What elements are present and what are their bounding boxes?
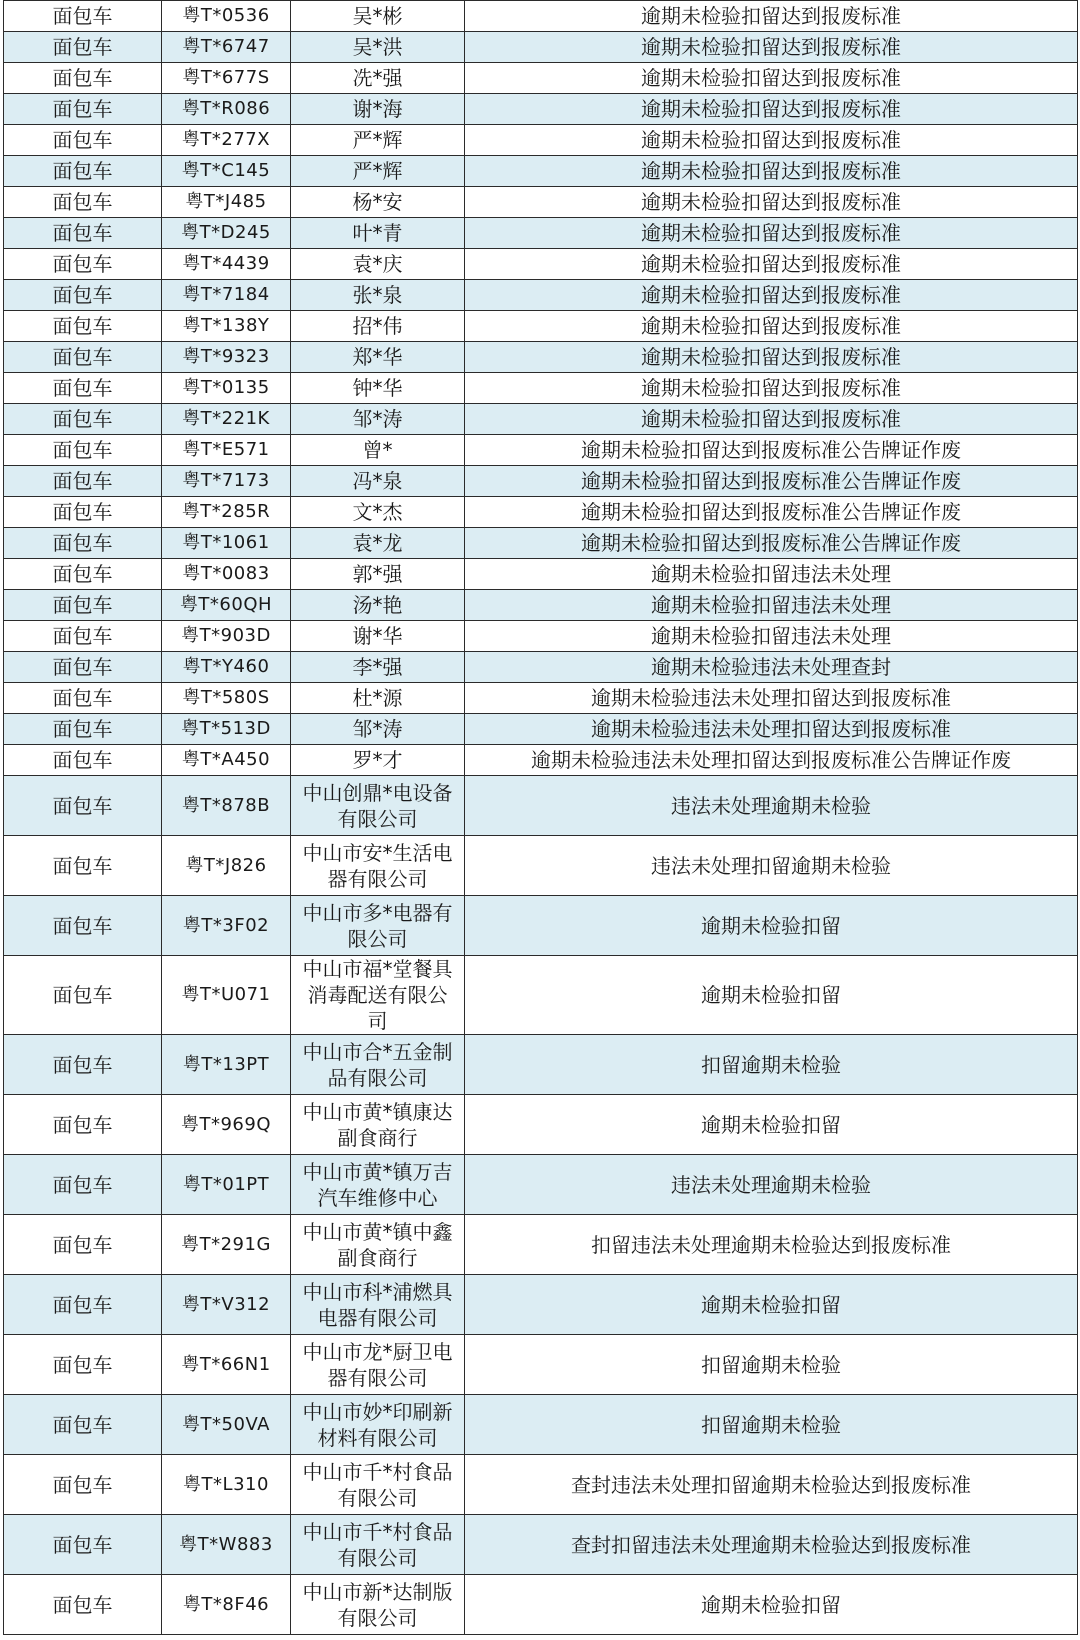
vehicle-type-cell: 面包车 — [4, 1035, 162, 1095]
owner-name-cell: 钟*华 — [291, 373, 465, 404]
table-row — [4, 652, 1078, 683]
status-cell: 违法未处理逾期未检验 — [465, 1155, 1078, 1215]
owner-name-cell: 邹*涛 — [291, 714, 465, 745]
vehicle-type-cell: 面包车 — [4, 311, 162, 342]
table-row — [4, 1455, 1078, 1515]
table-row — [4, 1395, 1078, 1455]
owner-name-cell: 中山市千*村食品有限公司 — [291, 1455, 465, 1515]
status-cell: 逾期未检验违法未处理扣留达到报废标准公告牌证作废 — [465, 745, 1078, 776]
owner-name-cell: 中山市多*电器有限公司 — [291, 896, 465, 956]
vehicle-type-cell: 面包车 — [4, 435, 162, 466]
owner-name-cell: 中山市新*达制版有限公司 — [291, 1575, 465, 1635]
status-cell: 扣留逾期未检验 — [465, 1395, 1078, 1455]
plate-number-cell: 粤T*221K — [162, 404, 291, 435]
owner-name-cell: 冼*强 — [291, 63, 465, 94]
vehicle-type-cell: 面包车 — [4, 559, 162, 590]
owner-name-cell: 郭*强 — [291, 559, 465, 590]
owner-name-cell: 邹*涛 — [291, 404, 465, 435]
plate-number-cell: 粤T*J826 — [162, 836, 291, 896]
plate-number-cell: 粤T*7184 — [162, 280, 291, 311]
status-cell: 查封扣留违法未处理逾期未检验达到报废标准 — [465, 1515, 1078, 1575]
plate-number-cell: 粤T*677S — [162, 63, 291, 94]
owner-name-cell: 冯*泉 — [291, 466, 465, 497]
owner-name-cell: 袁*庆 — [291, 249, 465, 280]
vehicle-type-cell: 面包车 — [4, 342, 162, 373]
vehicle-table — [3, 0, 1078, 1635]
status-cell: 扣留违法未处理逾期未检验达到报废标准 — [465, 1215, 1078, 1275]
table-row — [4, 956, 1078, 1035]
table-row — [4, 896, 1078, 956]
table-row — [4, 156, 1078, 187]
status-cell: 逾期未检验扣留达到报废标准公告牌证作废 — [465, 528, 1078, 559]
plate-number-cell: 粤T*9323 — [162, 342, 291, 373]
owner-name-cell: 吴*洪 — [291, 32, 465, 63]
plate-number-cell: 粤T*L310 — [162, 1455, 291, 1515]
table-row — [4, 1215, 1078, 1275]
status-cell: 逾期未检验违法未处理扣留达到报废标准 — [465, 714, 1078, 745]
owner-name-cell: 中山市千*村食品有限公司 — [291, 1515, 465, 1575]
vehicle-type-cell: 面包车 — [4, 497, 162, 528]
vehicle-type-cell: 面包车 — [4, 528, 162, 559]
status-cell: 逾期未检验扣留达到报废标准公告牌证作废 — [465, 466, 1078, 497]
status-cell: 逾期未检验扣留达到报废标准公告牌证作废 — [465, 497, 1078, 528]
plate-number-cell: 粤T*A450 — [162, 745, 291, 776]
owner-name-cell: 吴*彬 — [291, 1, 465, 32]
vehicle-type-cell: 面包车 — [4, 404, 162, 435]
plate-number-cell: 粤T*285R — [162, 497, 291, 528]
plate-number-cell: 粤T*D245 — [162, 218, 291, 249]
owner-name-cell: 李*强 — [291, 652, 465, 683]
status-cell: 逾期未检验扣留违法未处理 — [465, 590, 1078, 621]
table-row — [4, 559, 1078, 590]
table-row — [4, 249, 1078, 280]
status-cell: 扣留逾期未检验 — [465, 1035, 1078, 1095]
plate-number-cell: 粤T*V312 — [162, 1275, 291, 1335]
vehicle-type-cell: 面包车 — [4, 1575, 162, 1635]
table-row — [4, 373, 1078, 404]
table-row — [4, 497, 1078, 528]
plate-number-cell: 粤T*J485 — [162, 187, 291, 218]
plate-number-cell: 粤T*13PT — [162, 1035, 291, 1095]
plate-number-cell: 粤T*U071 — [162, 956, 291, 1035]
vehicle-type-cell: 面包车 — [4, 1515, 162, 1575]
owner-name-cell: 中山市黄*镇万吉汽车维修中心 — [291, 1155, 465, 1215]
vehicle-type-cell: 面包车 — [4, 714, 162, 745]
owner-name-cell: 严*辉 — [291, 156, 465, 187]
plate-number-cell: 粤T*50VA — [162, 1395, 291, 1455]
plate-number-cell: 粤T*878B — [162, 776, 291, 836]
vehicle-type-cell: 面包车 — [4, 621, 162, 652]
table-row — [4, 714, 1078, 745]
table-row — [4, 836, 1078, 896]
owner-name-cell: 中山市科*浦燃具电器有限公司 — [291, 1275, 465, 1335]
vehicle-type-cell: 面包车 — [4, 63, 162, 94]
owner-name-cell: 张*泉 — [291, 280, 465, 311]
status-cell: 逾期未检验违法未处理查封 — [465, 652, 1078, 683]
vehicle-type-cell: 面包车 — [4, 652, 162, 683]
vehicle-type-cell: 面包车 — [4, 590, 162, 621]
table-row — [4, 528, 1078, 559]
plate-number-cell: 粤T*580S — [162, 683, 291, 714]
owner-name-cell: 杨*安 — [291, 187, 465, 218]
plate-number-cell: 粤T*1061 — [162, 528, 291, 559]
owner-name-cell: 中山市妙*印刷新材料有限公司 — [291, 1395, 465, 1455]
plate-number-cell: 粤T*3F02 — [162, 896, 291, 956]
owner-name-cell: 招*伟 — [291, 311, 465, 342]
plate-number-cell: 粤T*4439 — [162, 249, 291, 280]
status-cell: 违法未处理逾期未检验 — [465, 776, 1078, 836]
status-cell: 逾期未检验扣留违法未处理 — [465, 621, 1078, 652]
status-cell: 扣留逾期未检验 — [465, 1335, 1078, 1395]
plate-number-cell: 粤T*8F46 — [162, 1575, 291, 1635]
vehicle-type-cell: 面包车 — [4, 249, 162, 280]
status-cell: 逾期未检验扣留 — [465, 1275, 1078, 1335]
owner-name-cell: 袁*龙 — [291, 528, 465, 559]
owner-name-cell: 中山市合*五金制品有限公司 — [291, 1035, 465, 1095]
plate-number-cell: 粤T*60QH — [162, 590, 291, 621]
status-cell: 逾期未检验扣留 — [465, 896, 1078, 956]
vehicle-type-cell: 面包车 — [4, 836, 162, 896]
table-row — [4, 1335, 1078, 1395]
owner-name-cell: 郑*华 — [291, 342, 465, 373]
owner-name-cell: 中山市龙*厨卫电器有限公司 — [291, 1335, 465, 1395]
plate-number-cell: 粤T*0083 — [162, 559, 291, 590]
vehicle-list — [3, 0, 1078, 1635]
status-cell: 逾期未检验扣留达到报废标准 — [465, 373, 1078, 404]
table-row — [4, 1035, 1078, 1095]
owner-name-cell: 中山市安*生活电器有限公司 — [291, 836, 465, 896]
vehicle-type-cell: 面包车 — [4, 466, 162, 497]
vehicle-type-cell: 面包车 — [4, 1215, 162, 1275]
status-cell: 逾期未检验扣留达到报废标准公告牌证作废 — [465, 435, 1078, 466]
status-cell: 逾期未检验扣留达到报废标准 — [465, 125, 1078, 156]
table-row — [4, 683, 1078, 714]
plate-number-cell: 粤T*291G — [162, 1215, 291, 1275]
plate-number-cell: 粤T*C145 — [162, 156, 291, 187]
owner-name-cell: 杜*源 — [291, 683, 465, 714]
plate-number-cell: 粤T*138Y — [162, 311, 291, 342]
owner-name-cell: 严*辉 — [291, 125, 465, 156]
status-cell: 逾期未检验扣留 — [465, 956, 1078, 1035]
owner-name-cell: 叶*青 — [291, 218, 465, 249]
table-row — [4, 776, 1078, 836]
vehicle-type-cell: 面包车 — [4, 776, 162, 836]
vehicle-type-cell: 面包车 — [4, 745, 162, 776]
owner-name-cell: 中山市黄*镇康达副食商行 — [291, 1095, 465, 1155]
plate-number-cell: 粤T*R086 — [162, 94, 291, 125]
plate-number-cell: 粤T*6747 — [162, 32, 291, 63]
status-cell: 逾期未检验扣留违法未处理 — [465, 559, 1078, 590]
owner-name-cell: 曾* — [291, 435, 465, 466]
plate-number-cell: 粤T*277X — [162, 125, 291, 156]
table-row — [4, 32, 1078, 63]
table-row — [4, 1095, 1078, 1155]
status-cell: 逾期未检验扣留达到报废标准 — [465, 1, 1078, 32]
vehicle-type-cell: 面包车 — [4, 1, 162, 32]
status-cell: 逾期未检验扣留达到报废标准 — [465, 32, 1078, 63]
vehicle-type-cell: 面包车 — [4, 1155, 162, 1215]
table-row — [4, 94, 1078, 125]
table-row — [4, 280, 1078, 311]
plate-number-cell: 粤T*W883 — [162, 1515, 291, 1575]
table-row — [4, 745, 1078, 776]
vehicle-type-cell: 面包车 — [4, 1395, 162, 1455]
owner-name-cell: 汤*艳 — [291, 590, 465, 621]
table-row — [4, 404, 1078, 435]
status-cell: 逾期未检验扣留达到报废标准 — [465, 280, 1078, 311]
owner-name-cell: 文*杰 — [291, 497, 465, 528]
owner-name-cell: 罗*才 — [291, 745, 465, 776]
owner-name-cell: 谢*海 — [291, 94, 465, 125]
status-cell: 逾期未检验扣留达到报废标准 — [465, 63, 1078, 94]
plate-number-cell: 粤T*66N1 — [162, 1335, 291, 1395]
owner-name-cell: 中山市黄*镇中鑫副食商行 — [291, 1215, 465, 1275]
vehicle-type-cell: 面包车 — [4, 156, 162, 187]
plate-number-cell: 粤T*0536 — [162, 1, 291, 32]
table-row — [4, 63, 1078, 94]
status-cell: 逾期未检验扣留达到报废标准 — [465, 404, 1078, 435]
plate-number-cell: 粤T*Y460 — [162, 652, 291, 683]
vehicle-type-cell: 面包车 — [4, 896, 162, 956]
plate-number-cell: 粤T*7173 — [162, 466, 291, 497]
plate-number-cell: 粤T*0135 — [162, 373, 291, 404]
status-cell: 逾期未检验扣留达到报废标准 — [465, 156, 1078, 187]
vehicle-type-cell: 面包车 — [4, 373, 162, 404]
table-row — [4, 1155, 1078, 1215]
vehicle-type-cell: 面包车 — [4, 1275, 162, 1335]
status-cell: 逾期未检验扣留达到报废标准 — [465, 218, 1078, 249]
vehicle-type-cell: 面包车 — [4, 1455, 162, 1515]
table-row — [4, 125, 1078, 156]
vehicle-type-cell: 面包车 — [4, 280, 162, 311]
status-cell: 逾期未检验扣留达到报废标准 — [465, 342, 1078, 373]
table-row — [4, 187, 1078, 218]
table-row — [4, 1275, 1078, 1335]
table-row — [4, 1575, 1078, 1635]
plate-number-cell: 粤T*903D — [162, 621, 291, 652]
status-cell: 违法未处理扣留逾期未检验 — [465, 836, 1078, 896]
status-cell: 逾期未检验扣留 — [465, 1095, 1078, 1155]
vehicle-type-cell: 面包车 — [4, 94, 162, 125]
plate-number-cell: 粤T*E571 — [162, 435, 291, 466]
plate-number-cell: 粤T*513D — [162, 714, 291, 745]
table-row — [4, 218, 1078, 249]
table-row — [4, 466, 1078, 497]
vehicle-type-cell: 面包车 — [4, 187, 162, 218]
owner-name-cell: 中山创鼎*电设备有限公司 — [291, 776, 465, 836]
table-row — [4, 342, 1078, 373]
status-cell: 查封违法未处理扣留逾期未检验达到报废标准 — [465, 1455, 1078, 1515]
table-row — [4, 311, 1078, 342]
vehicle-type-cell: 面包车 — [4, 125, 162, 156]
plate-number-cell: 粤T*969Q — [162, 1095, 291, 1155]
owner-name-cell: 谢*华 — [291, 621, 465, 652]
table-row — [4, 1515, 1078, 1575]
table-row — [4, 435, 1078, 466]
owner-name-cell: 中山市福*堂餐具消毒配送有限公司 — [291, 956, 465, 1035]
status-cell: 逾期未检验违法未处理扣留达到报废标准 — [465, 683, 1078, 714]
vehicle-table-body — [4, 1, 1078, 1635]
status-cell: 逾期未检验扣留达到报废标准 — [465, 249, 1078, 280]
table-row — [4, 621, 1078, 652]
vehicle-type-cell: 面包车 — [4, 218, 162, 249]
status-cell: 逾期未检验扣留达到报废标准 — [465, 94, 1078, 125]
table-row — [4, 590, 1078, 621]
status-cell: 逾期未检验扣留达到报废标准 — [465, 187, 1078, 218]
status-cell: 逾期未检验扣留达到报废标准 — [465, 311, 1078, 342]
vehicle-type-cell: 面包车 — [4, 683, 162, 714]
table-row — [4, 1, 1078, 32]
vehicle-type-cell: 面包车 — [4, 32, 162, 63]
vehicle-type-cell: 面包车 — [4, 1335, 162, 1395]
status-cell: 逾期未检验扣留 — [465, 1575, 1078, 1635]
vehicle-type-cell: 面包车 — [4, 956, 162, 1035]
plate-number-cell: 粤T*01PT — [162, 1155, 291, 1215]
vehicle-type-cell: 面包车 — [4, 1095, 162, 1155]
